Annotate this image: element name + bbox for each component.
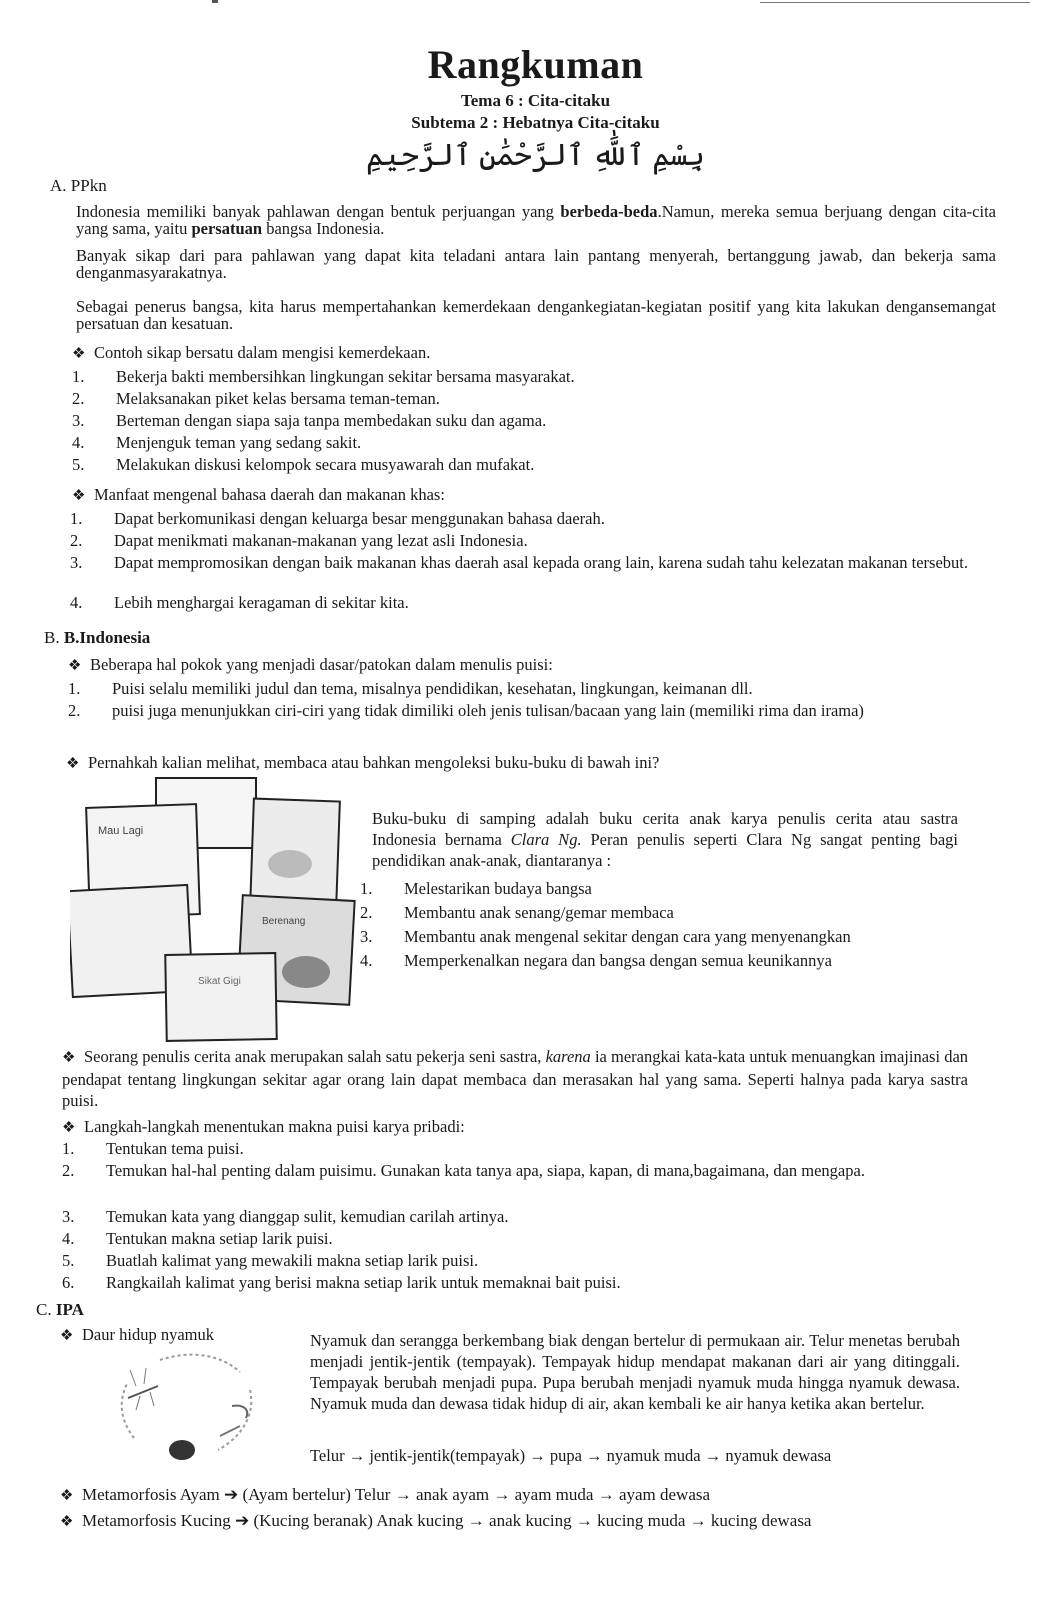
list-item — [62, 1161, 1006, 1180]
ppkn-bullet-1 — [72, 344, 430, 363]
section-a-heading — [50, 176, 107, 196]
bullet-text: Daur hidup nyamuk — [82, 1325, 214, 1344]
text-run: bangsa Indonesia. — [266, 219, 385, 238]
ppkn-paragraph-2: Banyak sikap dari para pahlawan yang dapat kita teladani antara lain pantang menyerah, bertanggung jawab, dan bekerja sama denganmasyarakatnya. — [76, 246, 996, 282]
list-number: 1. — [68, 679, 81, 698]
list-item — [62, 1207, 1006, 1226]
list-number: 5. — [72, 455, 85, 474]
list-number: 2. — [72, 389, 85, 408]
list-text: Temukan hal-hal penting dalam puisimu. Gunakan kata tanya apa, siapa, kapan, di mana,bagaimana, dan mengapa. — [106, 1161, 865, 1180]
tema-label: Tema 6 : Cita-citaku — [460, 91, 611, 110]
bullet-text: Langkah-langkah menentukan makna puisi karya pribadi: — [84, 1117, 465, 1136]
bullet-text: Metamorfosis Kucing ➔ (Kucing beranak) Anak kucing → anak kucing → kucing muda → kucing dewasa — [82, 1511, 812, 1530]
book-cover-title: Sikat Gigi — [198, 976, 241, 987]
section-title: IPA — [55, 1300, 84, 1319]
list-text: Berteman dengan siapa saja tanpa membedakan suku dan agama. — [116, 411, 547, 430]
list-text: Melakukan diskusi kelompok secara musyawarah dan mufakat. — [116, 455, 535, 474]
list-item — [72, 367, 1016, 386]
list-text: puisi juga menunjukkan ciri-ciri yang tidak dimiliki oleh jenis tulisan/bacaan yang lain (memiliki rima dan irama) — [112, 701, 864, 720]
mosquito-flow: Telur → jentik-jentik(tempayak) → pupa → nyamuk muda → nyamuk dewasa — [310, 1446, 832, 1465]
list-text: Melaksanakan piket kelas bersama teman-teman. — [116, 389, 440, 408]
list-item — [72, 455, 1016, 474]
bullet-icon: ❖ — [62, 1120, 76, 1136]
list-text: Membantu anak senang/gemar membaca — [404, 903, 674, 922]
ipa-bullet-kucing — [60, 1512, 811, 1531]
bullet-icon: ❖ — [72, 488, 86, 504]
list-number: 1. — [360, 879, 373, 898]
list-number: 3. — [70, 553, 83, 572]
italic-text: karena — [545, 1047, 591, 1066]
list-text: Lebih menghargai keragaman di sekitar kita. — [114, 593, 409, 612]
list-text: Melestarikan budaya bangsa — [404, 879, 592, 898]
bullet-icon: ❖ — [60, 1488, 74, 1504]
text-run: Peran penulis seperti Clara Ng sangat penting bagi pendidikan anak-anak, diantaranya : — [372, 830, 958, 870]
page-title: Rangkuman — [427, 42, 644, 87]
text-run: Buku-buku di samping adalah buku cerita anak karya penulis cerita atau sastra Indonesia bernama — [372, 809, 958, 849]
list-number: 4. — [62, 1229, 75, 1248]
list-number: 1. — [72, 367, 85, 386]
section-title: PPkn — [70, 176, 107, 195]
ipa-bullet-1 — [60, 1326, 214, 1345]
list-number: 2. — [360, 903, 373, 922]
list-number: 2. — [68, 701, 81, 720]
list-item — [360, 903, 994, 922]
list-number: 6. — [62, 1273, 75, 1292]
bullet-icon: ❖ — [68, 658, 82, 674]
scan-edge-line — [760, 2, 1030, 3]
text-run: .Namun, mereka semua berjuang dengan cita-cita yang sama, yaitu — [76, 202, 996, 238]
cycle-arrow — [160, 1355, 240, 1372]
list-item — [70, 593, 1014, 612]
list-item — [62, 1273, 1006, 1292]
list-number: 2. — [62, 1161, 75, 1180]
bullet-icon: ❖ — [60, 1328, 74, 1344]
list-text: Temukan kata yang dianggap sulit, kemudian carilah artinya. — [106, 1207, 509, 1226]
bindo-bullet-4 — [62, 1118, 465, 1137]
bindo-bullet-3 — [62, 1046, 968, 1111]
list-number: 3. — [72, 411, 85, 430]
list-item — [70, 553, 1014, 572]
list-number: 4. — [72, 433, 85, 452]
bullet-text: Contoh sikap bersatu dalam mengisi kemerdekaan. — [94, 343, 431, 362]
list-item — [72, 433, 1016, 452]
list-text: Dapat menikmati makanan-makanan yang lezat asli Indonesia. — [114, 531, 528, 550]
list-item — [360, 951, 994, 970]
list-number: 5. — [62, 1251, 75, 1270]
list-text: Dapat berkomunikasi dengan keluarga besar menggunakan bahasa daerah. — [114, 509, 605, 528]
list-item — [62, 1251, 1006, 1270]
pupa — [232, 1406, 247, 1418]
ipa-paragraph: Nyamuk dan serangga berkembang biak dengan bertelur di permukaan air. Telur menetas berubah menjadi jentik-jentik (tempayak). Tempayak hidup mendapat makanan dari air yang ditinggali. Tempayak berubah menjadi pupa. Pupa berubah menjadi nyamuk muda hingga nyamuk dewasa. Nyamuk muda dan dewasa tidak hidup di air, akan kembali ke air hanya ketika akan bertelur. — [310, 1331, 960, 1413]
books-paragraph — [372, 808, 958, 871]
list-text: Tentukan tema puisi. — [106, 1139, 244, 1158]
list-number: 4. — [70, 593, 83, 612]
bold-text: persatuan — [191, 219, 263, 238]
list-number: 3. — [62, 1207, 75, 1226]
section-letter: C. — [36, 1300, 52, 1319]
list-number: 1. — [62, 1139, 75, 1158]
book-illustration — [282, 956, 330, 988]
section-b-heading — [44, 628, 150, 648]
book-cover-title: Berenang — [262, 916, 306, 927]
ppkn-bullet-2 — [72, 486, 445, 505]
bullet-icon: ❖ — [62, 1050, 76, 1066]
bullet-icon: ❖ — [72, 346, 86, 362]
section-letter: A. — [50, 176, 67, 195]
list-number: 1. — [70, 509, 83, 528]
section-title: B.Indonesia — [63, 628, 151, 647]
header — [0, 40, 1041, 176]
list-text: Membantu anak mengenal sekitar dengan cara yang menyenangkan — [404, 927, 851, 946]
list-item — [360, 927, 994, 946]
text-run: Seorang penulis cerita anak merupakan salah satu pekerja seni sastra, — [84, 1047, 542, 1066]
scan-mark — [212, 0, 218, 3]
list-item — [70, 509, 1014, 528]
bullet-text: Metamorfosis Ayam ➔ (Ayam bertelur) Telur → anak ayam → ayam muda → ayam dewasa — [82, 1485, 711, 1504]
list-text: Bekerja bakti membersihkan lingkungan sekitar bersama masyarakat. — [116, 367, 575, 386]
list-number: 4. — [360, 951, 373, 970]
mosquito-life-cycle-diagram — [100, 1346, 270, 1466]
bullet-text: Manfaat mengenal bahasa daerah dan makanan khas: — [94, 485, 445, 504]
subtema-label: Subtema 2 : Hebatnya Cita-citaku — [411, 113, 660, 132]
book-illustration — [268, 850, 312, 878]
list-item — [70, 531, 1014, 550]
list-item — [68, 701, 1012, 720]
list-text: Dapat mempromosikan dengan baik makanan khas daerah asal kepada orang lain, karena sudah tahu kelezatan makanan tersebut. — [114, 553, 968, 572]
list-text: Buatlah kalimat yang mewakili makna setiap larik puisi. — [106, 1251, 479, 1270]
ppkn-paragraph-1 — [76, 203, 996, 237]
section-c-heading — [36, 1300, 84, 1320]
ipa-bullet-ayam — [60, 1486, 710, 1505]
bindo-bullet-2 — [66, 754, 659, 773]
ppkn-paragraph-3: Sebagai penerus bangsa, kita harus mempertahankan kemerdekaan dengankegiatan-kegiatan positif yang kita lakukan dengansemangat persatuan dan kesatuan. — [76, 297, 996, 333]
list-item — [360, 879, 994, 898]
list-number: 3. — [360, 927, 373, 946]
book-covers-collage — [70, 774, 360, 1044]
author-name: Clara Ng. — [510, 830, 582, 849]
cycle-arrow — [122, 1382, 134, 1438]
list-text: Tentukan makna setiap larik puisi. — [106, 1229, 333, 1248]
mosquito-adult — [128, 1368, 158, 1410]
bullet-icon: ❖ — [60, 1514, 74, 1530]
egg-raft — [169, 1440, 195, 1460]
text-run: Indonesia memiliki banyak pahlawan dengan bentuk perjuangan yang — [76, 202, 554, 221]
basmala-calligraphy: بِسْمِ ٱللَّٰهِ ٱلرَّحْمَٰنِ ٱلرَّحِيمِ — [366, 139, 705, 172]
list-text: Menjenguk teman yang sedang sakit. — [116, 433, 362, 452]
list-item — [62, 1229, 1006, 1248]
list-text: Puisi selalu memiliki judul dan tema, misalnya pendidikan, kesehatan, lingkungan, keimanan dll. — [112, 679, 753, 698]
bullet-text: Beberapa hal pokok yang menjadi dasar/patokan dalam menulis puisi: — [90, 655, 553, 674]
list-item — [72, 389, 1016, 408]
bold-text: berbeda-beda — [560, 202, 658, 221]
book-cover-title: Mau Lagi — [98, 825, 144, 837]
text-run: ia merangkai kata-kata untuk menuangkan imajinasi dan pendapat tentang lingkungan sekitar agar orang lain dapat membaca dan merasakan hal yang sama. Seperti halnya pada karya sastra puisi. — [62, 1047, 969, 1110]
cycle-arrow — [218, 1390, 251, 1450]
bindo-bullet-1 — [68, 656, 553, 675]
list-number: 2. — [70, 531, 83, 550]
list-item — [72, 411, 1016, 430]
list-item — [68, 679, 1012, 698]
list-text: Memperkenalkan negara dan bangsa dengan semua keunikannya — [404, 951, 832, 970]
list-item — [62, 1139, 1006, 1158]
section-letter: B. — [44, 628, 60, 647]
bullet-icon: ❖ — [66, 756, 80, 772]
list-text: Rangkailah kalimat yang berisi makna setiap larik untuk memaknai bait puisi. — [106, 1273, 621, 1292]
bullet-text: Pernahkah kalian melihat, membaca atau bahkan mengoleksi buku-buku di bawah ini? — [88, 753, 660, 772]
book-cover-bottom — [165, 953, 276, 1041]
